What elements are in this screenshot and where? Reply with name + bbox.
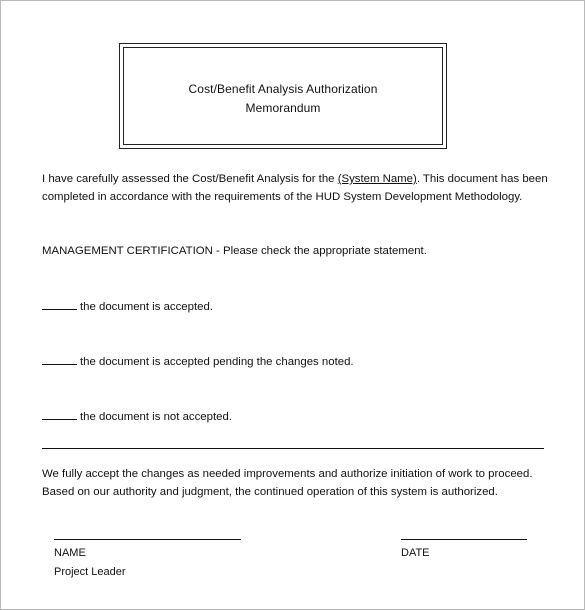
date-signature-line[interactable]: [401, 539, 527, 540]
title-box: [119, 43, 447, 149]
option-label: the document is accepted.: [80, 301, 213, 313]
check-blank-accepted[interactable]: [42, 297, 77, 310]
section-divider: [42, 448, 544, 449]
check-blank-not-accepted[interactable]: [42, 407, 77, 420]
system-name-field[interactable]: (System Name): [337, 173, 417, 185]
option-not-accepted: [42, 407, 232, 426]
option-accepted-pending: [42, 352, 354, 371]
document-subtitle: Memorandum: [245, 101, 321, 115]
intro-paragraph: [42, 170, 552, 206]
intro-text-before: I have carefully assessed the Cost/Benefit Analysis for the: [42, 173, 338, 185]
name-signature-line[interactable]: [54, 539, 241, 540]
name-label: NAME: [54, 547, 86, 559]
option-label: the document is accepted pending the changes noted.: [80, 356, 354, 368]
title-box-inner-border: [123, 47, 443, 145]
role-label: Project Leader: [54, 566, 126, 578]
option-accepted: [42, 297, 213, 316]
check-blank-accepted-pending[interactable]: [42, 352, 77, 365]
option-label: the document is not accepted.: [80, 411, 232, 423]
document-title: Cost/Benefit Analysis Authorization: [188, 82, 378, 96]
intro-text-after: . This document has been completed in accordance with the requirements of the HUD System Development Methodology.: [42, 173, 548, 203]
date-label: DATE: [401, 547, 430, 559]
acceptance-paragraph: We fully accept the changes as needed improvements and authorize initiation of work to proceed. Based on our authority and judgment, the continued operation of this system is authorized.: [42, 468, 533, 498]
management-certification: MANAGEMENT CERTIFICATION - Please check the appropriate statement.: [42, 245, 427, 257]
